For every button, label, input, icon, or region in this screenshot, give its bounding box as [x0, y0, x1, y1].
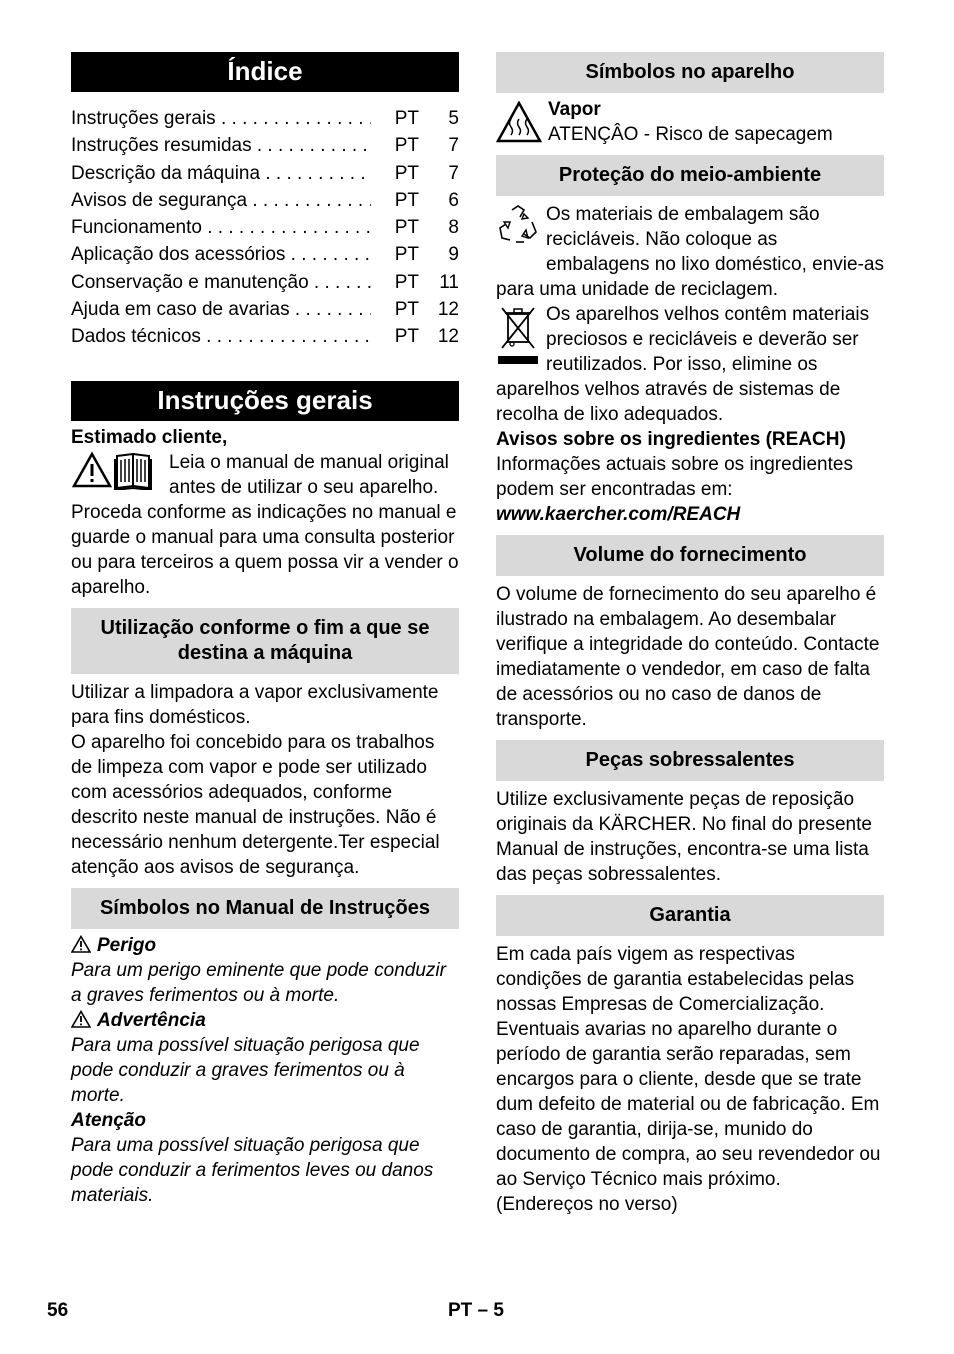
manual-symbols-section	[71, 933, 459, 1208]
warning-label-line	[71, 1008, 459, 1033]
general-instructions-heading: Instruções gerais	[71, 381, 459, 421]
danger-label: Perigo	[97, 934, 157, 956]
toc-entry-title: Aplicação dos acessórios . . .	[71, 241, 371, 268]
danger-text: Para um perigo eminente que pode conduzir a graves ferimentos ou à morte.	[71, 959, 446, 1006]
right-column	[496, 52, 884, 1217]
warranty-note: (Endereços no verso)	[496, 1194, 678, 1215]
warranty-section	[496, 942, 884, 1217]
warning-label: Advertência	[97, 1009, 206, 1031]
toc-entry-title: Conservação e manutenção . . .	[71, 269, 371, 296]
toc-row[interactable]	[71, 323, 459, 350]
toc-entry-page: 9	[448, 244, 459, 266]
crossed-bin-icon	[496, 304, 540, 373]
reach-text: Informações actuais sobre os ingredientes podem ser encontradas em:	[496, 454, 853, 500]
toc-row[interactable]	[71, 269, 459, 296]
left-column	[71, 52, 459, 1208]
toc-entry-title: Dados técnicos . . .	[71, 323, 371, 350]
packaging-text: Os materiais de embalagem são recicláveis. Não coloque as embalagens no lixo doméstico, envie-as para uma unidade de reciclagem.	[496, 204, 884, 300]
warning-manual-icon	[71, 450, 163, 497]
warranty-heading: Garantia	[496, 895, 884, 936]
warning-triangle-icon	[71, 935, 91, 953]
toc-row[interactable]	[71, 241, 459, 268]
environment-heading: Proteção do meio-ambiente	[496, 155, 884, 196]
danger-label-line	[71, 933, 459, 958]
toc-row[interactable]	[71, 132, 459, 159]
intended-use-heading: Utilização conforme o fim a que se destina a máquina	[71, 608, 459, 674]
toc-entry-lang: PT	[394, 271, 419, 293]
toc-entry-title: Ajuda em caso de avarias . . .	[71, 296, 371, 323]
toc-entry-title: Instruções resumidas . . .	[71, 132, 371, 159]
device-symbols-heading: Símbolos no aparelho	[496, 52, 884, 93]
greeting: Estimado cliente,	[71, 426, 228, 448]
toc-entry-lang: PT	[394, 189, 419, 211]
warning-triangle-icon	[71, 1010, 91, 1028]
table-of-contents	[71, 105, 459, 351]
device-symbols-section	[496, 97, 884, 149]
steam-text: ATENÇÂO - Risco de sapecagem	[548, 124, 833, 145]
page-number: 56	[47, 1300, 69, 1321]
packaging-paragraph	[496, 202, 884, 302]
toc-entry-lang: PT	[394, 108, 419, 129]
toc-entry-page: 12	[437, 326, 459, 348]
scope-heading: Volume do fornecimento	[496, 535, 884, 576]
scope-text: O volume de fornecimento do seu aparelho é ilustrado na embalagem. Ao desembalar verifique a integridade do conteúdo. Contacte imediatamente o vendedor, em caso de falta de acessórios ou no caso de danos de transporte.	[496, 584, 880, 730]
toc-entry-title: Funcionamento . . .	[71, 214, 371, 241]
toc-entry-title: Avisos de segurança . . .	[71, 187, 371, 214]
toc-entry-lang: PT	[394, 162, 419, 184]
page-label: PT – 5	[448, 1300, 504, 1321]
toc-entry-page: 12	[437, 299, 459, 321]
toc-entry-page: 8	[448, 217, 459, 239]
toc-entry-page: 7	[448, 162, 459, 184]
old-devices-text: Os aparelhos velhos contêm materiais preciosos e recicláveis e deverão ser reutilizados. Por isso, elimine os aparelhos velhos através de sistemas de recolha de lixo adequados.	[496, 304, 870, 425]
toc-row[interactable]	[71, 296, 459, 323]
toc-entry-lang: PT	[394, 326, 419, 348]
toc-heading: Índice	[71, 52, 459, 92]
scope-section	[496, 582, 884, 732]
reach-title: Avisos sobre os ingredientes (REACH)	[496, 429, 846, 450]
toc-entry-lang: PT	[394, 244, 419, 266]
warning-text: Para uma possível situação perigosa que pode conduzir a graves ferimentos ou à morte.	[71, 1034, 420, 1106]
spare-parts-heading: Peças sobressalentes	[496, 740, 884, 781]
toc-entry-page: 11	[439, 271, 459, 293]
old-devices-paragraph	[496, 302, 884, 427]
caution-text: Para uma possível situação perigosa que pode conduzir a ferimentos leves ou danos materiais.	[71, 1134, 434, 1206]
spare-parts-section	[496, 787, 884, 887]
reach-link[interactable]: www.kaercher.com/REACH	[496, 504, 741, 525]
toc-row[interactable]	[71, 160, 459, 187]
hot-steam-warning-icon	[496, 101, 542, 150]
toc-entry-lang: PT	[394, 135, 419, 157]
toc-entry-page: 5	[448, 108, 459, 129]
intended-use-paragraph: O aparelho foi concebido para os trabalhos de limpeza com vapor e pode ser utilizado com acessórios adequados, conforme descrito neste manual de instruções. Não é necessário nenhum detergente.Ter especial atenção aos avisos de segurança.	[71, 731, 440, 878]
recycling-icon	[496, 204, 540, 255]
toc-entry-title: Instruções gerais . . .	[71, 105, 371, 132]
manual-symbols-heading: Símbolos no Manual de Instruções	[71, 888, 459, 929]
environment-section	[496, 202, 884, 527]
toc-row[interactable]	[71, 105, 459, 132]
intro-paragraph	[71, 450, 459, 600]
toc-entry-title: Descrição da máquina . . .	[71, 160, 371, 187]
intended-use-section	[71, 680, 459, 880]
toc-entry-page: 7	[448, 135, 459, 157]
general-instructions-section	[71, 425, 459, 600]
steam-label: Vapor	[548, 99, 601, 120]
intro-text: Leia o manual de manual original antes de utilizar o seu aparelho. Proceda conforme as indicações no manual e guarde o manual para uma consulta posterior ou para terceiros a quem possa vir a vender o aparelho.	[71, 451, 459, 598]
warranty-text: Em cada país vigem as respectivas condições de garantia estabelecidas pelas nossas Empresas de Comercialização. Eventuais avarias no aparelho durante o período de garantia serão reparadas, sem encargos para o cliente, desde que se trate dum defeito de material ou de fabricação. Em caso de garantia, dirija-se, munido do documento de compra, ao seu revendedor ou ao Serviço Técnico mais próximo.	[496, 944, 881, 1190]
toc-row[interactable]	[71, 187, 459, 214]
spare-parts-text: Utilize exclusivamente peças de reposição originais da KÄRCHER. No final do presente Manual de instruções, encontra-se uma lista das peças sobressalentes.	[496, 789, 872, 885]
caution-label: Atenção	[71, 1109, 146, 1131]
toc-entry-lang: PT	[394, 299, 419, 321]
toc-entry-page: 6	[448, 189, 459, 211]
intended-use-paragraph: Utilizar a limpadora a vapor exclusivamente para fins domésticos.	[71, 681, 439, 728]
toc-row[interactable]	[71, 214, 459, 241]
toc-entry-lang: PT	[394, 217, 419, 239]
